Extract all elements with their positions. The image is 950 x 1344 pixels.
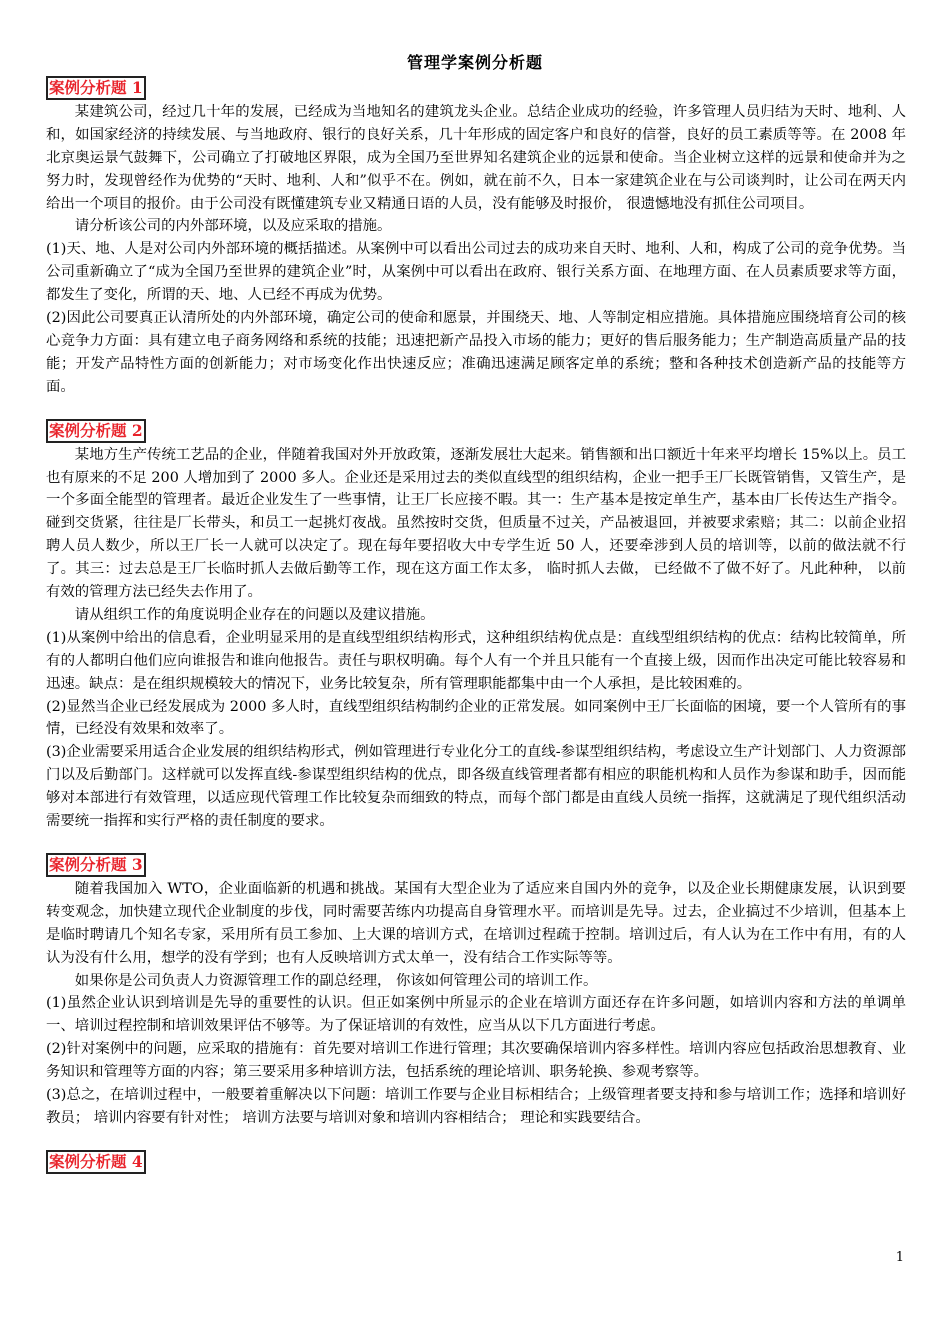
case-story: 某建筑公司，经过几十年的发展，已经成为当地知名的建筑龙头企业。总结企业成功的经验，许多管理人员归结为天时、地利、人和，如国家经济的持续发展、与当地政府、银行的良好关系，几十年形成的固定客户和良好的信誉，良好的员工素质等等。在 2008 年北京奥运景气鼓舞下，公司确立了打破地区界限，成为全国乃至世界知名建筑企业的远景和使命。当企业树立这样的远景和使命并为之努力时，发现曾经作为优势的“天时、地利、人和”似乎不在。例如，就在前不久，日本一家建筑企业在与公司谈判时，让公司在两天内给出一个项目的报价。由于公司没有既懂建筑专业又精通日语的人员，没有能够及时报价， 很遗憾地没有抓住公司项目。 [46,103,906,212]
case-3 [46,853,906,1130]
case-heading: 案例分析题 1 [46,76,146,100]
answer-item: (2)针对案例中的问题，应采取的措施有：首先要对培训工作进行管理；其次要确保培训内容多样性。培训内容应包括政治思想教育、业务知识和管理等方面的内容；第三要采用多种培训方法，包括系统的理论培训、职务轮换、参观考察等。 [46,1041,906,1081]
answer-item: (1)虽然企业认识到培训是先导的重要性的认识。但正如案例中所显示的企业在培训方面还存在许多问题，如培训内容和方法的单调单一、培训过程控制和培训效果评估不够等。为了保证培训的有效性，应当从以下几方面进行考虑。 [46,995,906,1035]
document-body [46,76,906,1175]
case-question: 如果你是公司负责人力资源管理工作的副总经理， 你该如何管理公司的培训工作。 [74,972,598,989]
case-heading: 案例分析题 3 [46,853,146,877]
answer-item: (3)总之，在培训过程中，一般要着重解决以下问题：培训工作要与企业目标相结合；上级管理者要支持和参与培训工作；选择和培训好教员； 培训内容要有针对性； 培训方法要与培训对象和培训内容相结合； 理论和实践要结合。 [46,1087,906,1126]
answer-item: (3)企业需要采用适合企业发展的组织结构形式，例如管理进行专业化分工的直线-参谋型组织结构，考虑设立生产计划部门、人力资源部门以及后勤部门。这样就可以发挥直线-参谋型组织结构的优点，即各级直线管理者都有相应的职能机构和人员作为参谋和助手，因而能够对本部进行有效管理，以适应现代管理工作比较复杂而细致的特点，而每个部门都是由直线人员统一指挥，这就满足了现代组织活动需要统一指挥和实行严格的责任制度的要求。 [46,744,906,830]
case-1 [46,76,906,399]
answer-item: (1)天、地、人是对公司内外部环境的概括描述。从案例中可以看出公司过去的成功来自天时、地利、人和，构成了公司的竞争优势。当公司重新确立了“成为全国乃至世界的建筑企业”时，从案例中可以看出在政府、银行关系方面、在地理方面、在人员素质要求等方面， 都发生了变化，所谓的天、地、人已经不再成为优势。 [46,241,906,304]
case-heading: 案例分析题 2 [46,419,146,443]
case-heading: 案例分析题 4 [46,1150,146,1174]
case-story: 某地方生产传统工艺品的企业，伴随着我国对外开放政策，逐渐发展壮大起来。销售额和出口额近十年来平均增长 15%以上。员工也有原来的不足 200 人增加到了 2000 多人。企业还是采用过去的类似直线型的组织结构，企业一把手王厂长既管销售，又管生产，是一个多面全能型的管理者。最近企业发生了一些事情，让王厂长应接不暇。其一：生产基本是按定单生产，基本由厂长传达生产指令。碰到交货紧，往往是厂长带头，和员工一起挑灯夜战。虽然按时交货，但质量不过关，产品被退回，并被要求索赔；其二：以前企业招聘人员人数少，所以王厂长一人就可以决定了。现在每年要招收大中专学生近 50 人，还要牵涉到人员的培训等，以前的做法就不行了。其三：过去总是王厂长临时抓人去做后勤等工作，现在这方面工作太多， 临时抓人去做， 已经做不了做不好了。凡此种种， 以前有效的管理方法已经失去作用了。 [46,446,906,601]
answer-item: (1)从案例中给出的信息看，企业明显采用的是直线型组织结构形式，这种组织结构优点是：直线型组织结构的优点：结构比较简单，所有的人都明白他们应向谁报告和谁向他报告。责任与职权明确。每个人有一个并且只能有一个直接上级，因而作出决定可能比较容易和迅速。缺点：是在组织规模较大的情况下，业务比较复杂，所有管理职能都集中由一个人承担，是比较困难的。 [46,629,906,692]
case-question: 请从组织工作的角度说明企业存在的问题以及建议措施。 [74,606,435,623]
case-2 [46,419,906,833]
case-question: 请分析该公司的内外部环境，以及应采取的措施。 [74,218,392,235]
page-title: 管理学案例分析题 [406,53,543,72]
case-4 [46,1150,906,1175]
page-number: 1 [895,1250,904,1265]
answer-item: (2)因此公司要真正认清所处的内外部环境，确定公司的使命和愿景，并围绕天、地、人等制定相应措施。具体措施应围绕培育公司的核心竞争力方面：具有建立电子商务网络和系统的技能；迅速把新产品投入市场的能力；更好的售后服务能力；生产制造高质量产品的技能；开发产品特性方面的创新能力；对市场变化作出快速反应；准确迅速满足顾客定单的系统；整和各种技术创造新产品的技能等方面。 [46,310,906,395]
case-story: 随着我国加入 WTO，企业面临新的机遇和挑战。某国有大型企业为了适应来自国内外的竞争，以及企业长期健康发展，认识到要转变观念，加快建立现代企业制度的步伐，同时需要苦练内功提高自身管理水平。而培训是先导。过去，企业搞过不少培训，但基本上是临时聘请几个知名专家，采用所有员工参加、上大课的培训方式，在培训过程疏于控制。培训过后，有人认为在工作中有用，有的人认为没有什么用，想学的没有学到；也有人反映培训方式太单一，没有结合工作实际等等。 [46,880,906,966]
answer-item: (2)显然当企业已经发展成为 2000 多人时，直线型组织结构制约企业的正常发展。如同案例中王厂长面临的困境，要一个人管所有的事情，已经没有效果和效率了。 [46,698,906,738]
